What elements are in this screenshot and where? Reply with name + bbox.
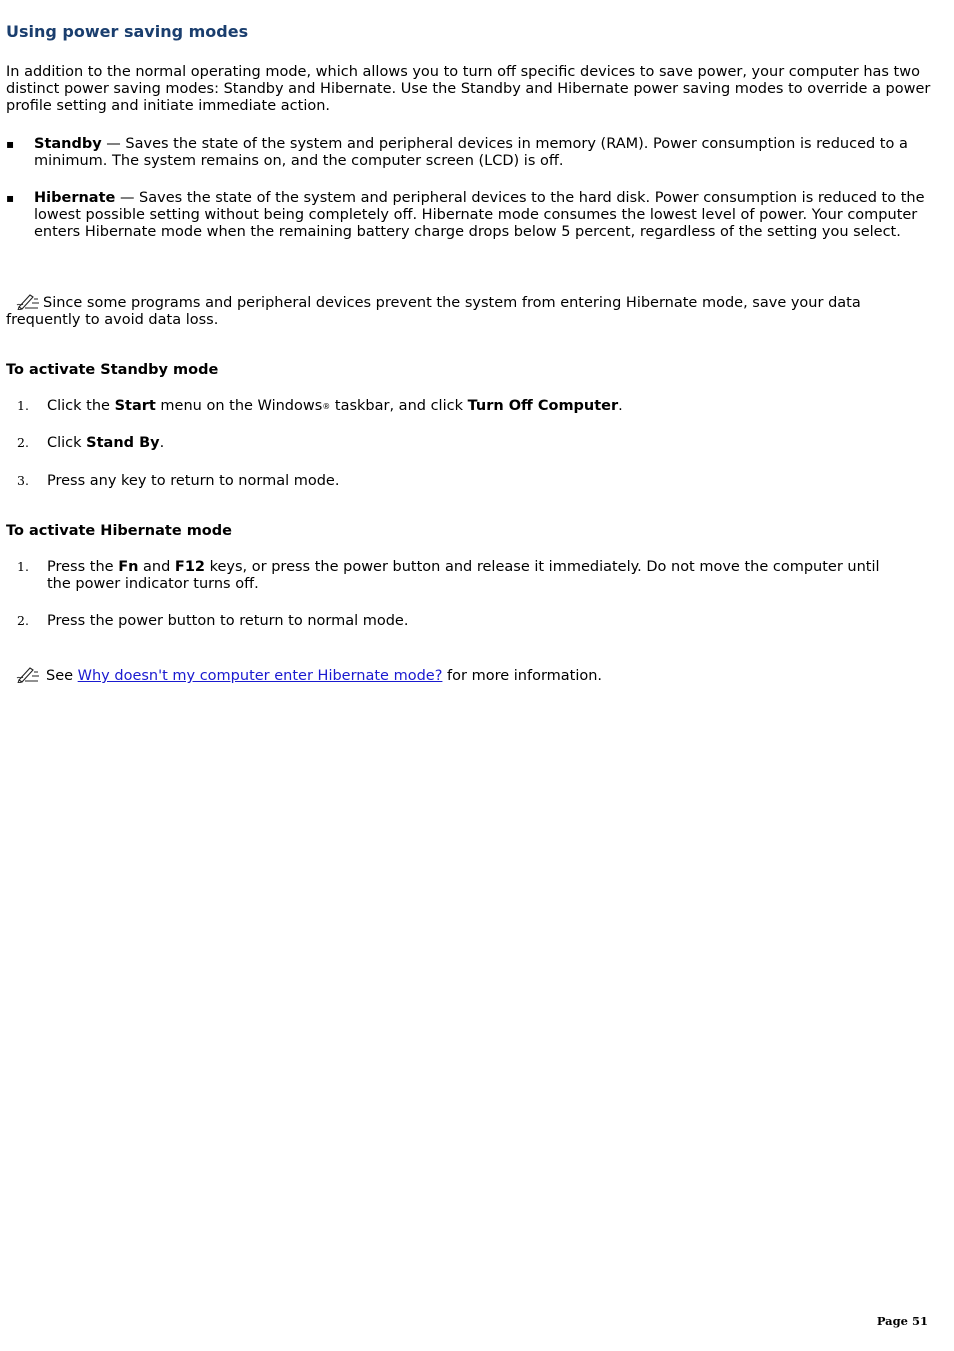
- note-prefix: See: [46, 668, 78, 684]
- bullet-term: Standby: [34, 136, 102, 152]
- hibernate-step-1: [6, 559, 906, 595]
- section-heading-standby: To activate Standby mode: [6, 362, 219, 378]
- step-number: 3.: [17, 473, 29, 488]
- page-title: Using power saving modes: [6, 22, 249, 41]
- standby-step-1: [6, 398, 906, 416]
- standby-step-3: [6, 473, 906, 491]
- hibernate-step-2: [6, 613, 906, 631]
- intro-paragraph: In addition to the normal operating mode, which allows you to turn off specific devices to save power, your computer has two distinct power saving modes: Standby and Hibernate. Use the Standby and Hibernate power saving modes to override a power profile setting and initiate immediate action.: [6, 64, 931, 114]
- bullet-desc: — Saves the state of the system and peripheral devices to the hard disk. Power consumption is reduced to the lowest possible setting without being completely off. Hibernate mode consumes the lowest level of power. Your computer enters Hibernate mode when the remaining battery charge drops below 5 percent, regardless of the setting you select.: [34, 190, 925, 240]
- list-item-hibernate: [6, 190, 926, 260]
- bullet-text: [34, 136, 926, 170]
- note-suffix: for more information.: [442, 668, 603, 684]
- step-text: Press the Fn and F12 keys, or press the power button and release it immediately. Do not move the computer until the power indicator turns off.: [47, 559, 880, 592]
- step-text: Press any key to return to normal mode.: [47, 473, 340, 489]
- bullet-term: Hibernate: [34, 190, 116, 206]
- bullet-text: [34, 190, 926, 241]
- note-pen-icon: [16, 292, 40, 310]
- note-text: Since some programs and peripheral devices prevent the system from entering Hibernate mode, save your data frequently to avoid data loss.: [6, 295, 861, 328]
- step-text: Click the Start menu on the Windows® taskbar, and click Turn Off Computer.: [47, 398, 623, 414]
- step-number: 2.: [17, 613, 29, 628]
- bullet-desc: — Saves the state of the system and peripheral devices in memory (RAM). Power consumption is reduced to a minimum. The system remains on, and the computer screen (LCD) is off.: [34, 136, 908, 169]
- section-heading-hibernate: To activate Hibernate mode: [6, 523, 232, 539]
- list-item-standby: [6, 136, 926, 172]
- step-number: 2.: [17, 435, 29, 450]
- hibernate-help-link[interactable]: Why doesn't my computer enter Hibernate mode?: [77, 668, 443, 684]
- square-bullet-icon: ▪: [6, 137, 15, 151]
- note-data-loss: [6, 292, 936, 329]
- page-number: Page 51: [876, 1314, 928, 1328]
- note-pen-icon: [16, 665, 40, 683]
- note-see-also: [6, 665, 936, 685]
- square-bullet-icon: ▪: [6, 191, 15, 205]
- step-number: 1.: [17, 398, 29, 413]
- step-text: Press the power button to return to normal mode.: [47, 613, 409, 629]
- standby-step-2: [6, 435, 906, 453]
- step-text: Click Stand By.: [47, 435, 165, 451]
- step-number: 1.: [17, 559, 29, 574]
